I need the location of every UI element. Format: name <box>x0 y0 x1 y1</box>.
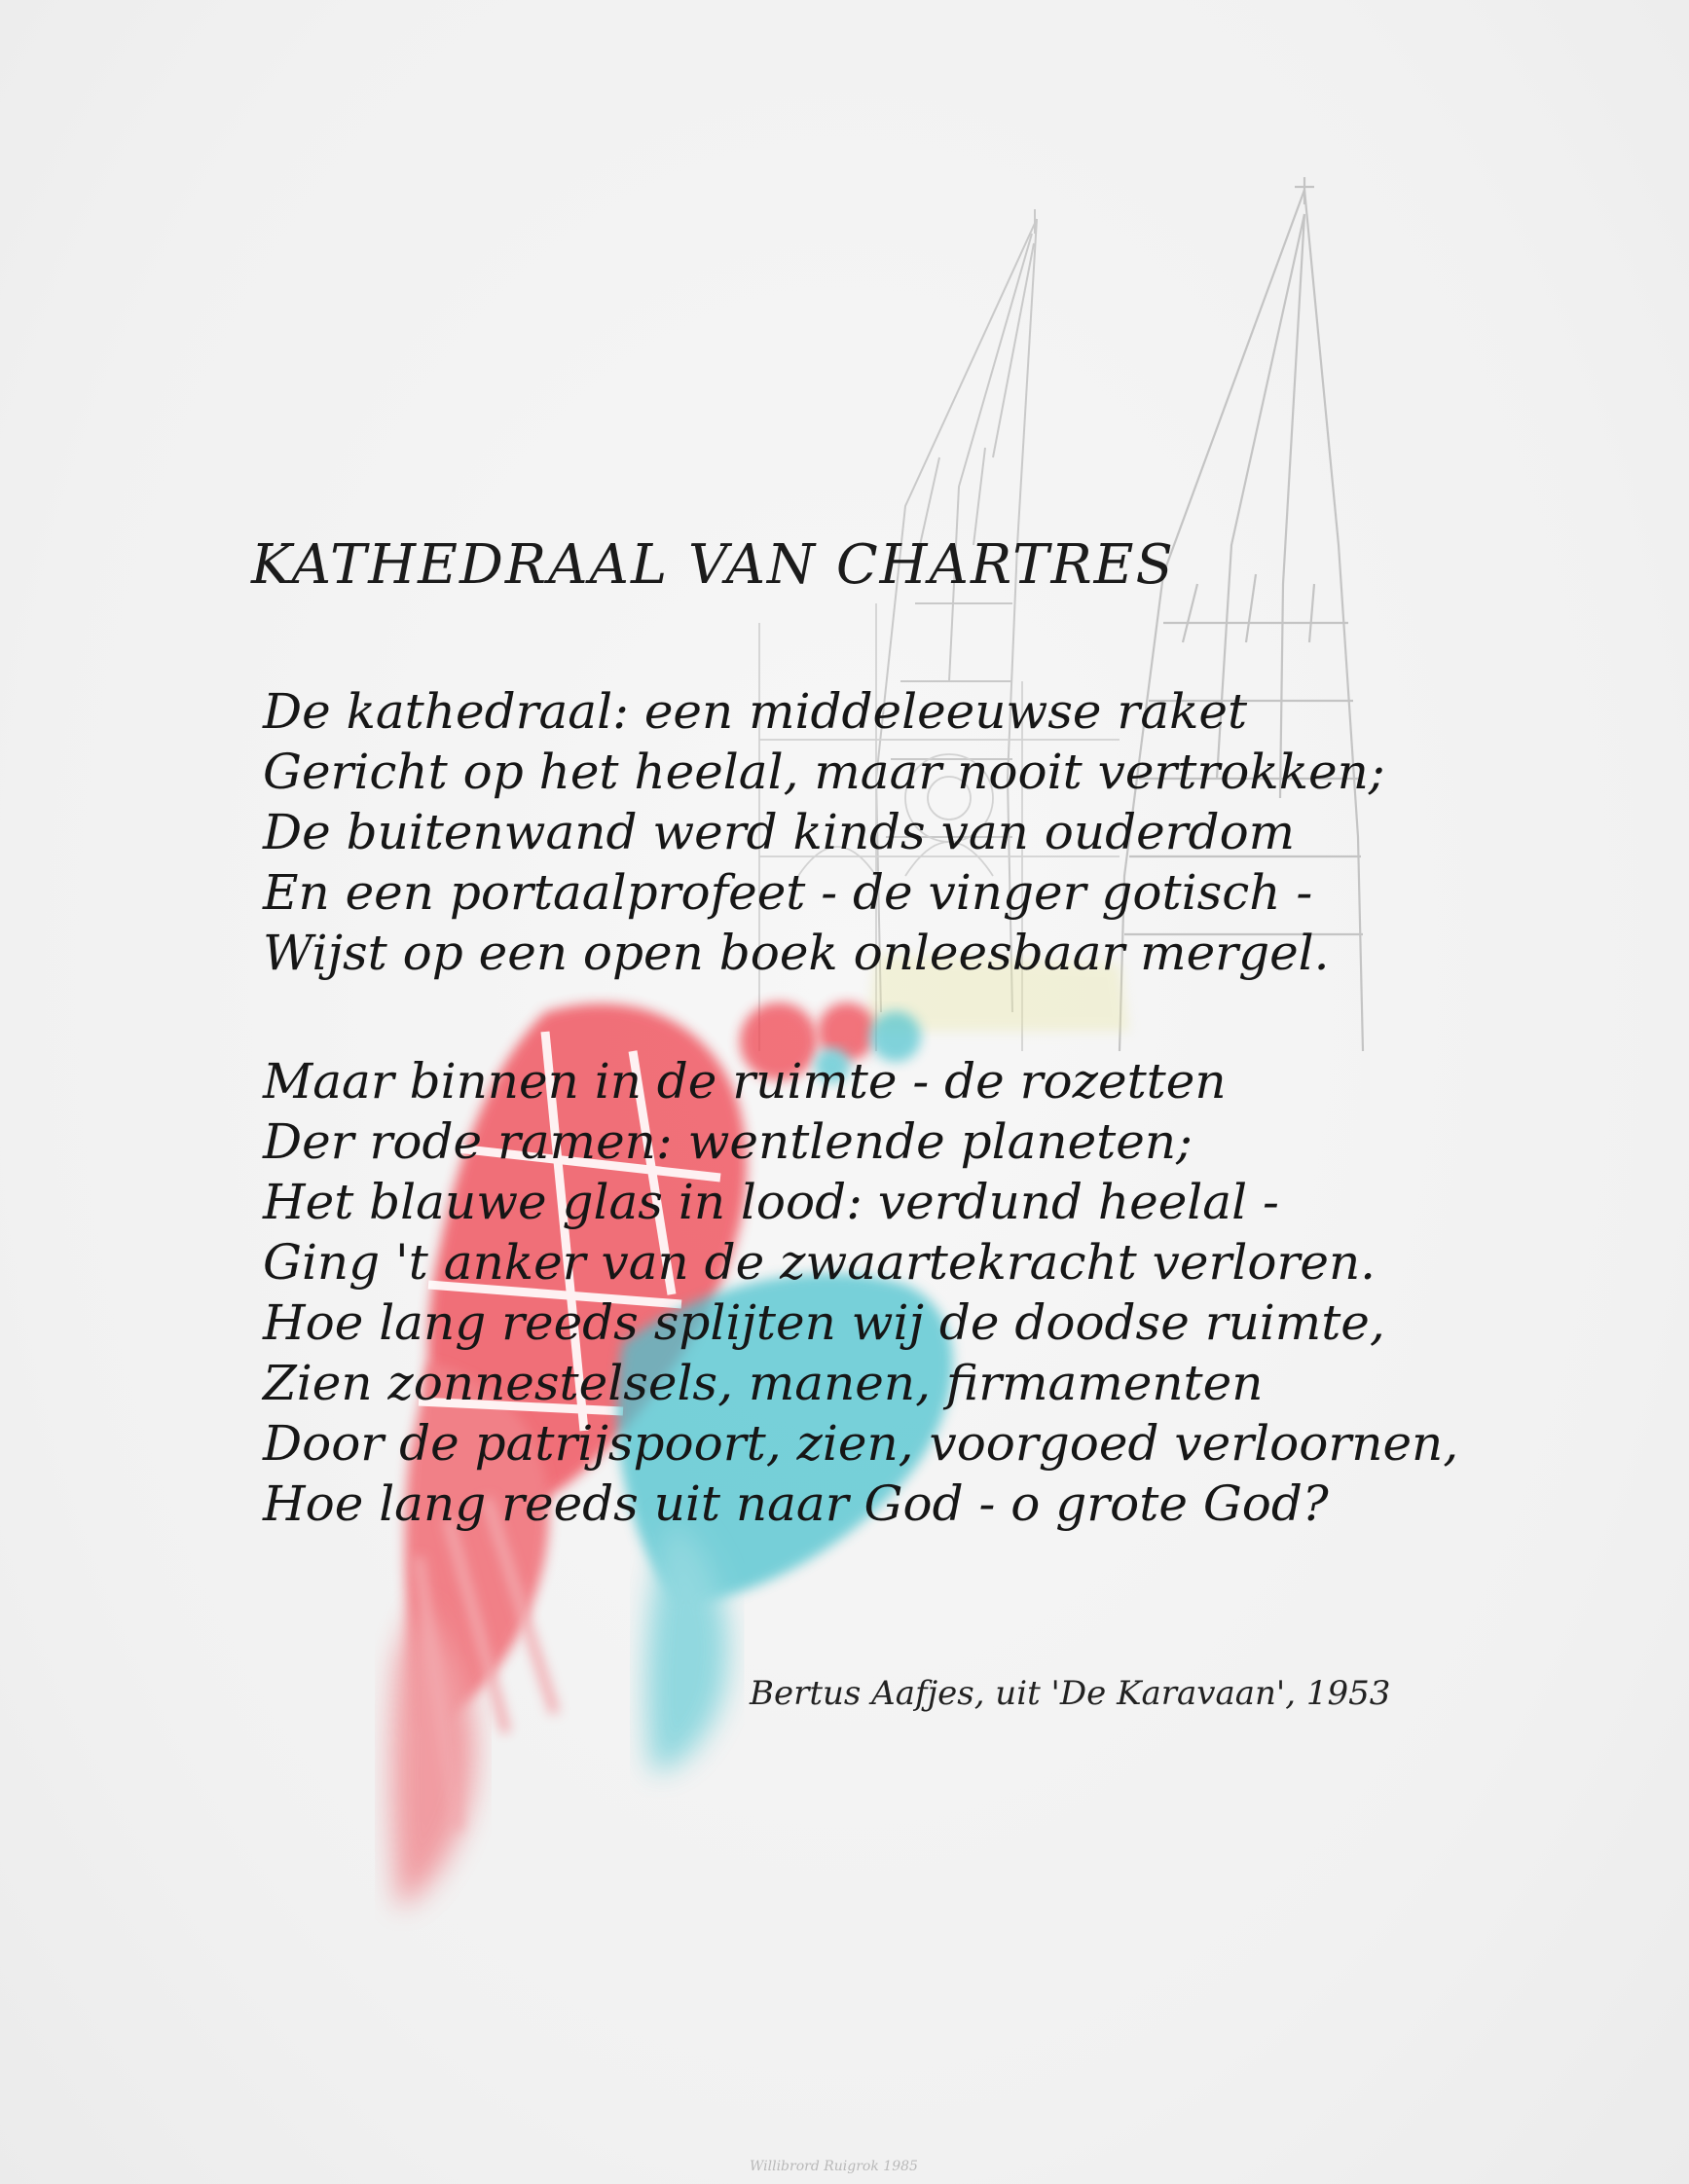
artist-signature: Willibrord Ruigrok 1985 <box>750 2159 918 2174</box>
poem-title: KATHEDRAAL VAN CHARTRES <box>251 533 1175 597</box>
verse-line: En een portaalprofeet - de vinger gotisch - <box>263 864 1313 921</box>
verse-line: De kathedraal: een middeleeuwse raket <box>263 683 1248 740</box>
verse-line: Wijst op een open boek onleesbaar mergel. <box>263 925 1330 981</box>
verse-line: Maar binnen in de ruimte - de rozetten <box>263 1053 1227 1110</box>
verse-line: Zien zonnestelsels, manen, firmamenten <box>263 1355 1264 1411</box>
stanza-2 <box>263 1051 1458 1534</box>
verse-line: Der rode ramen: wentlende planeten; <box>263 1113 1193 1170</box>
verse-line: Hoe lang reeds splijten wij de doodse ruimte, <box>263 1294 1385 1351</box>
stanza-1 <box>263 681 1385 983</box>
verse-line: Het blauwe glas in lood: verdund heelal - <box>263 1174 1279 1230</box>
verse-line: Gericht op het heelal, maar nooit vertrokken; <box>263 744 1385 800</box>
poem-attribution: Bertus Aafjes, uit 'De Karavaan', 1953 <box>750 1674 1391 1713</box>
verse-line: De buitenwand werd kinds van ouderdom <box>263 804 1296 860</box>
verse-line: Hoe lang reeds uit naar God - o grote God? <box>263 1475 1329 1532</box>
verse-line: Ging 't anker van de zwaartekracht verloren. <box>263 1234 1377 1291</box>
verse-line: Door de patrijspoort, zien, voorgoed verloornen, <box>263 1415 1459 1472</box>
